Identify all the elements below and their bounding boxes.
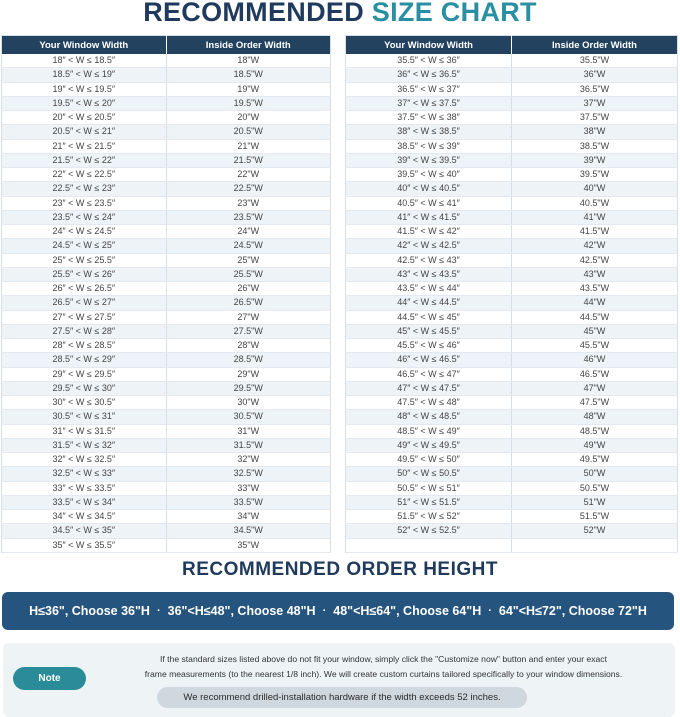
order-width-cell: 22.5"W xyxy=(166,182,331,196)
table-row xyxy=(346,54,678,68)
window-width-cell: 26″ < W ≤ 26.5″ xyxy=(2,282,167,296)
table-row xyxy=(346,267,678,281)
table-row xyxy=(2,296,331,310)
window-width-cell xyxy=(346,538,512,552)
order-height-bar xyxy=(2,592,674,630)
table-row xyxy=(346,68,678,82)
table-row xyxy=(346,324,678,338)
window-width-cell: 33″ < W ≤ 33.5″ xyxy=(2,481,167,495)
order-width-cell: 34.5"W xyxy=(166,524,331,538)
window-width-cell: 35″ < W ≤ 35.5″ xyxy=(2,538,167,552)
table-row xyxy=(2,495,331,509)
window-width-cell: 48.5″ < W ≤ 49″ xyxy=(346,424,512,438)
title-part-2: SIZE CHART xyxy=(371,0,537,27)
window-width-cell: 31.5″ < W ≤ 32″ xyxy=(2,438,167,452)
order-width-cell: 30.5"W xyxy=(166,410,331,424)
window-width-cell: 43″ < W ≤ 43.5″ xyxy=(346,267,512,281)
window-width-cell: 51″ < W ≤ 51.5″ xyxy=(346,495,512,509)
order-height-title: RECOMMENDED ORDER HEIGHT xyxy=(181,559,498,580)
table-row xyxy=(2,125,331,139)
table-row xyxy=(346,253,678,267)
order-width-cell: 19.5"W xyxy=(166,96,331,110)
order-width-cell: 32.5"W xyxy=(166,467,331,481)
order-width-cell: 22"W xyxy=(166,168,331,182)
order-width-cell: 20.5"W xyxy=(166,125,331,139)
order-width-cell: 51"W xyxy=(512,495,678,509)
order-width-cell: 33.5"W xyxy=(166,495,331,509)
order-width-cell: 18.5"W xyxy=(166,68,331,82)
table-row xyxy=(2,453,331,467)
table-row xyxy=(2,82,331,96)
table-row xyxy=(2,367,331,381)
page-title xyxy=(0,0,680,28)
order-width-cell: 27.5"W xyxy=(166,324,331,338)
order-width-cell: 36.5"W xyxy=(512,82,678,96)
window-width-cell: 35.5″ < W ≤ 36″ xyxy=(346,54,512,68)
window-width-cell: 22″ < W ≤ 22.5″ xyxy=(2,168,167,182)
order-width-cell: 46"W xyxy=(512,353,678,367)
order-width-cell: 48"W xyxy=(512,410,678,424)
order-width-cell: 44.5"W xyxy=(512,310,678,324)
header-window-width: Your Window Width xyxy=(346,36,512,55)
table-row xyxy=(346,282,678,296)
order-width-cell: 39"W xyxy=(512,153,678,167)
window-width-cell: 21″ < W ≤ 21.5″ xyxy=(2,139,167,153)
window-width-cell: 50.5″ < W ≤ 51″ xyxy=(346,481,512,495)
window-width-cell: 46″ < W ≤ 46.5″ xyxy=(346,353,512,367)
table-row xyxy=(346,210,678,224)
table-row xyxy=(2,510,331,524)
table-row xyxy=(346,225,678,239)
note-badge: Note xyxy=(13,667,86,690)
separator-dot: · xyxy=(322,605,327,617)
order-width-cell: 21.5"W xyxy=(166,153,331,167)
order-width-cell: 40"W xyxy=(512,182,678,196)
order-width-cell: 26"W xyxy=(166,282,331,296)
order-width-cell: 40.5"W xyxy=(512,196,678,210)
order-width-cell: 27"W xyxy=(166,310,331,324)
table-row xyxy=(346,182,678,196)
order-width-cell: 45"W xyxy=(512,324,678,338)
height-option: 64"<H≤72", Choose 72"H xyxy=(498,604,647,618)
table-row xyxy=(2,253,331,267)
window-width-cell: 42″ < W ≤ 42.5″ xyxy=(346,239,512,253)
table-row xyxy=(346,353,678,367)
window-width-cell: 22.5″ < W ≤ 23″ xyxy=(2,182,167,196)
hardware-recommendation: We recommend drilled-installation hardware if the width exceeds 52 inches. xyxy=(157,687,527,708)
table-row xyxy=(346,239,678,253)
order-width-cell: 31.5"W xyxy=(166,438,331,452)
window-width-cell: 25″ < W ≤ 25.5″ xyxy=(2,253,167,267)
window-width-cell: 29″ < W ≤ 29.5″ xyxy=(2,367,167,381)
table-row xyxy=(346,538,678,552)
window-width-cell: 40.5″ < W ≤ 41″ xyxy=(346,196,512,210)
window-width-cell: 20.5″ < W ≤ 21″ xyxy=(2,125,167,139)
window-width-cell: 34″ < W ≤ 34.5″ xyxy=(2,510,167,524)
table-row xyxy=(346,296,678,310)
table-row xyxy=(2,153,331,167)
table-row xyxy=(2,339,331,353)
table-row xyxy=(346,82,678,96)
table-row xyxy=(346,481,678,495)
size-table-right xyxy=(345,35,678,553)
window-width-cell: 40″ < W ≤ 40.5″ xyxy=(346,182,512,196)
window-width-cell: 25.5″ < W ≤ 26″ xyxy=(2,267,167,281)
table-row xyxy=(346,310,678,324)
order-width-cell: 38.5"W xyxy=(512,139,678,153)
table-row xyxy=(2,282,331,296)
table-row xyxy=(2,353,331,367)
table-row xyxy=(2,481,331,495)
order-width-cell: 35.5"W xyxy=(512,54,678,68)
order-width-cell: 35"W xyxy=(166,538,331,552)
order-width-cell: 41.5"W xyxy=(512,225,678,239)
table-row xyxy=(2,310,331,324)
separator-dot: · xyxy=(488,605,492,617)
table-row xyxy=(346,125,678,139)
order-width-cell: 43.5"W xyxy=(512,282,678,296)
window-width-cell: 32″ < W ≤ 32.5″ xyxy=(2,453,167,467)
order-width-cell: 34"W xyxy=(166,510,331,524)
window-width-cell: 47″ < W ≤ 47.5″ xyxy=(346,381,512,395)
window-width-cell: 27″ < W ≤ 27.5″ xyxy=(2,310,167,324)
table-row xyxy=(2,324,331,338)
table-row xyxy=(346,510,678,524)
note-text xyxy=(101,652,666,682)
order-width-cell: 50.5"W xyxy=(512,481,678,495)
table-row xyxy=(2,68,331,82)
window-width-cell: 18.5″ < W ≤ 19″ xyxy=(2,68,167,82)
window-width-cell: 28.5″ < W ≤ 29″ xyxy=(2,353,167,367)
table-row xyxy=(346,367,678,381)
order-width-cell: 30"W xyxy=(166,396,331,410)
table-row xyxy=(346,153,678,167)
table-row xyxy=(2,111,331,125)
header-window-width: Your Window Width xyxy=(2,36,167,55)
window-width-cell: 27.5″ < W ≤ 28″ xyxy=(2,324,167,338)
table-row xyxy=(2,239,331,253)
order-width-cell: 42.5"W xyxy=(512,253,678,267)
title-part-1: RECOMMENDED xyxy=(143,0,372,27)
window-width-cell: 41.5″ < W ≤ 42″ xyxy=(346,225,512,239)
window-width-cell: 51.5″ < W ≤ 52″ xyxy=(346,510,512,524)
window-width-cell: 52″ < W ≤ 52.5″ xyxy=(346,524,512,538)
table-row xyxy=(346,139,678,153)
order-width-cell: 47.5"W xyxy=(512,396,678,410)
window-width-cell: 20″ < W ≤ 20.5″ xyxy=(2,111,167,125)
order-width-cell: 44"W xyxy=(512,296,678,310)
order-width-cell: 24.5"W xyxy=(166,239,331,253)
window-width-cell: 44.5″ < W ≤ 45″ xyxy=(346,310,512,324)
window-width-cell: 30.5″ < W ≤ 31″ xyxy=(2,410,167,424)
window-width-cell: 45.5″ < W ≤ 46″ xyxy=(346,339,512,353)
window-width-cell: 45″ < W ≤ 45.5″ xyxy=(346,324,512,338)
table-row xyxy=(346,453,678,467)
window-width-cell: 41″ < W ≤ 41.5″ xyxy=(346,210,512,224)
order-width-cell: 48.5"W xyxy=(512,424,678,438)
order-width-cell: 52"W xyxy=(512,524,678,538)
window-width-cell: 21.5″ < W ≤ 22″ xyxy=(2,153,167,167)
table-row xyxy=(2,410,331,424)
size-table-left xyxy=(1,35,331,553)
order-width-cell: 45.5"W xyxy=(512,339,678,353)
window-width-cell: 44″ < W ≤ 44.5″ xyxy=(346,296,512,310)
table-row xyxy=(346,410,678,424)
table-row xyxy=(346,467,678,481)
window-width-cell: 37″ < W ≤ 37.5″ xyxy=(346,96,512,110)
table-row xyxy=(346,396,678,410)
order-width-cell: 26.5"W xyxy=(166,296,331,310)
note-line-1: If the standard sizes listed above do not fit your window, simply click the "Customize now" button and enter your exact xyxy=(160,654,607,664)
order-width-cell: 20"W xyxy=(166,111,331,125)
table-row xyxy=(2,54,331,68)
window-width-cell: 36″ < W ≤ 36.5″ xyxy=(346,68,512,82)
order-width-cell: 37"W xyxy=(512,96,678,110)
table-row xyxy=(346,111,678,125)
table-row xyxy=(2,524,331,538)
order-width-cell: 43"W xyxy=(512,267,678,281)
order-width-cell: 29"W xyxy=(166,367,331,381)
window-width-cell: 23.5″ < W ≤ 24″ xyxy=(2,210,167,224)
table-row xyxy=(2,96,331,110)
window-width-cell: 19″ < W ≤ 19.5″ xyxy=(2,82,167,96)
window-width-cell: 26.5″ < W ≤ 27″ xyxy=(2,296,167,310)
table-row xyxy=(2,267,331,281)
window-width-cell: 30″ < W ≤ 30.5″ xyxy=(2,396,167,410)
order-width-cell: 19"W xyxy=(166,82,331,96)
order-width-cell: 23.5"W xyxy=(166,210,331,224)
table-row xyxy=(2,438,331,452)
window-width-cell: 32.5″ < W ≤ 33″ xyxy=(2,467,167,481)
window-width-cell: 37.5″ < W ≤ 38″ xyxy=(346,111,512,125)
order-width-cell: 49"W xyxy=(512,438,678,452)
window-width-cell: 43.5″ < W ≤ 44″ xyxy=(346,282,512,296)
order-width-cell: 42"W xyxy=(512,239,678,253)
height-option: H≤36", Choose 36"H xyxy=(29,604,150,618)
window-width-cell: 47.5″ < W ≤ 48″ xyxy=(346,396,512,410)
order-width-cell: 25"W xyxy=(166,253,331,267)
size-table-left-body xyxy=(2,54,331,552)
order-width-cell: 21"W xyxy=(166,139,331,153)
window-width-cell: 50″ < W ≤ 50.5″ xyxy=(346,467,512,481)
order-width-cell: 31"W xyxy=(166,424,331,438)
table-row xyxy=(346,438,678,452)
table-row xyxy=(346,381,678,395)
table-row xyxy=(346,196,678,210)
table-row xyxy=(346,524,678,538)
table-row xyxy=(2,396,331,410)
note-line-2: frame measurements (to the nearest 1/8 inch). We will create custom curtains tailored specifically to your window dimensions. xyxy=(144,669,623,679)
order-width-cell: 41"W xyxy=(512,210,678,224)
size-table-right-body xyxy=(346,54,678,552)
header-order-width: Inside Order Width xyxy=(512,36,678,55)
table-row xyxy=(2,196,331,210)
window-width-cell: 24.5″ < W ≤ 25″ xyxy=(2,239,167,253)
table-row xyxy=(2,139,331,153)
order-width-cell: 36"W xyxy=(512,68,678,82)
window-width-cell: 42.5″ < W ≤ 43″ xyxy=(346,253,512,267)
height-option: 36"<H≤48", Choose 48"H xyxy=(167,604,316,618)
order-width-cell: 39.5"W xyxy=(512,168,678,182)
table-row xyxy=(2,381,331,395)
window-width-cell: 23″ < W ≤ 23.5″ xyxy=(2,196,167,210)
window-width-cell: 18″ < W ≤ 18.5″ xyxy=(2,54,167,68)
order-width-cell: 46.5"W xyxy=(512,367,678,381)
order-width-cell: 33"W xyxy=(166,481,331,495)
window-width-cell: 33.5″ < W ≤ 34″ xyxy=(2,495,167,509)
order-width-cell: 49.5"W xyxy=(512,453,678,467)
window-width-cell: 31″ < W ≤ 31.5″ xyxy=(2,424,167,438)
window-width-cell: 39″ < W ≤ 39.5″ xyxy=(346,153,512,167)
order-width-cell: 28"W xyxy=(166,339,331,353)
order-width-cell: 37.5"W xyxy=(512,111,678,125)
window-width-cell: 46.5″ < W ≤ 47″ xyxy=(346,367,512,381)
header-order-width: Inside Order Width xyxy=(166,36,331,55)
order-width-cell: 29.5"W xyxy=(166,381,331,395)
order-width-cell: 51.5"W xyxy=(512,510,678,524)
order-width-cell: 47"W xyxy=(512,381,678,395)
table-row xyxy=(2,210,331,224)
order-width-cell: 24"W xyxy=(166,225,331,239)
table-row xyxy=(2,182,331,196)
window-width-cell: 48″ < W ≤ 48.5″ xyxy=(346,410,512,424)
table-row xyxy=(346,339,678,353)
order-width-cell: 28.5"W xyxy=(166,353,331,367)
table-row xyxy=(2,467,331,481)
window-width-cell: 24″ < W ≤ 24.5″ xyxy=(2,225,167,239)
table-row xyxy=(2,424,331,438)
order-width-cell: 25.5"W xyxy=(166,267,331,281)
window-width-cell: 49.5″ < W ≤ 50″ xyxy=(346,453,512,467)
order-width-cell: 32"W xyxy=(166,453,331,467)
order-width-cell: 23"W xyxy=(166,196,331,210)
window-width-cell: 28″ < W ≤ 28.5″ xyxy=(2,339,167,353)
window-width-cell: 49″ < W ≤ 49.5″ xyxy=(346,438,512,452)
table-row xyxy=(346,96,678,110)
height-option: 48"<H≤64", Choose 64"H xyxy=(333,604,482,618)
table-row xyxy=(2,168,331,182)
order-width-cell: 38"W xyxy=(512,125,678,139)
note-box xyxy=(3,643,675,717)
table-row xyxy=(346,495,678,509)
table-row xyxy=(346,424,678,438)
window-width-cell: 36.5″ < W ≤ 37″ xyxy=(346,82,512,96)
separator-dot: · xyxy=(156,605,161,617)
window-width-cell: 39.5″ < W ≤ 40″ xyxy=(346,168,512,182)
window-width-cell: 29.5″ < W ≤ 30″ xyxy=(2,381,167,395)
order-width-cell xyxy=(512,538,678,552)
order-width-cell: 50"W xyxy=(512,467,678,481)
table-row xyxy=(346,168,678,182)
order-width-cell: 18"W xyxy=(166,54,331,68)
window-width-cell: 19.5″ < W ≤ 20″ xyxy=(2,96,167,110)
table-row xyxy=(2,538,331,552)
window-width-cell: 34.5″ < W ≤ 35″ xyxy=(2,524,167,538)
table-row xyxy=(2,225,331,239)
window-width-cell: 38″ < W ≤ 38.5″ xyxy=(346,125,512,139)
window-width-cell: 38.5″ < W ≤ 39″ xyxy=(346,139,512,153)
